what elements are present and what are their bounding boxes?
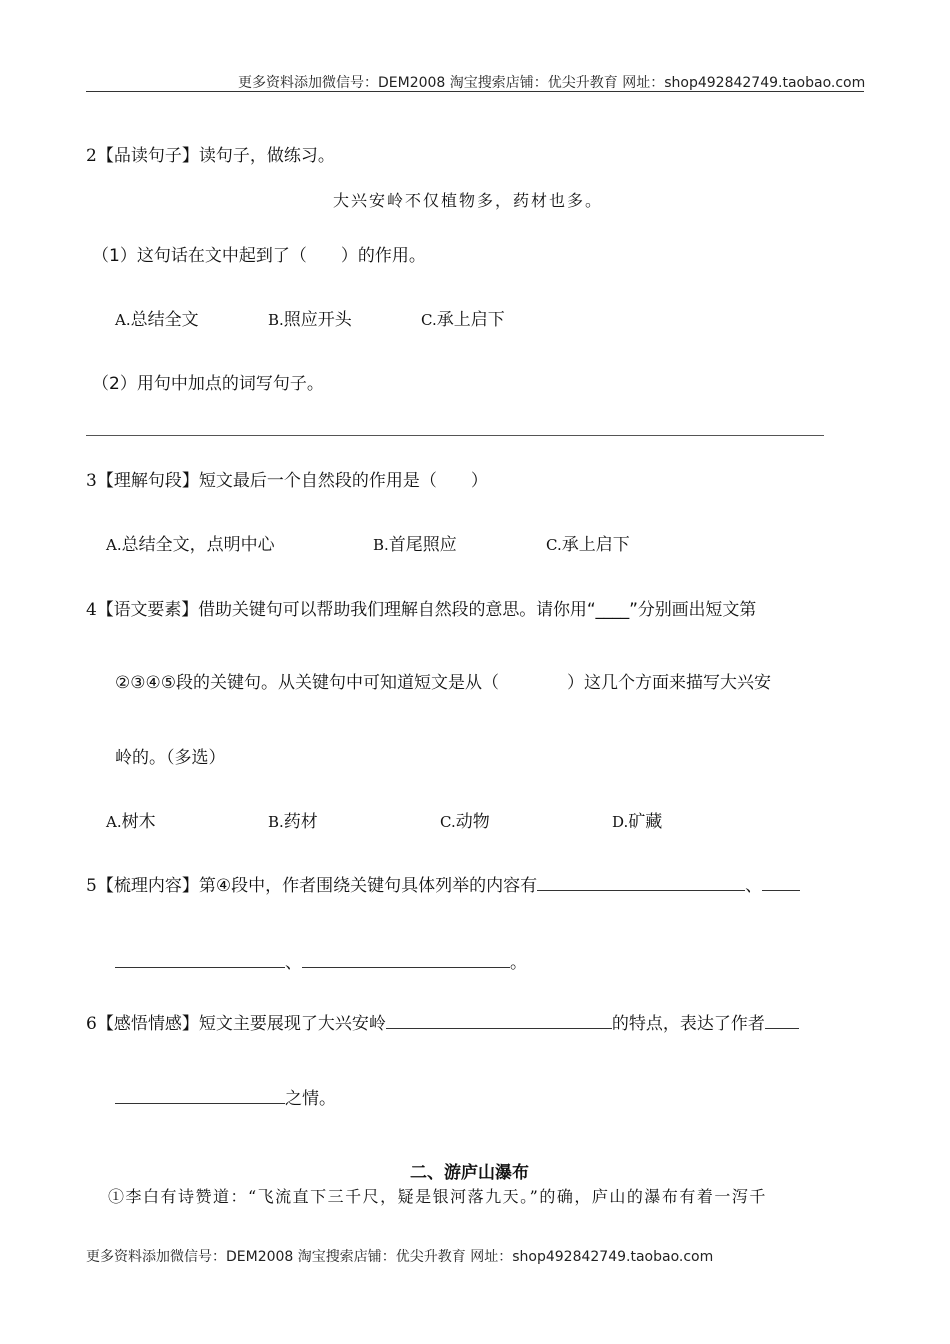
page-header: 更多资料添加微信号：DEM2008 淘宝搜索店铺：优尖升教育 网址：shop492842749.taobao.com (238, 75, 866, 91)
option-text: 总结全文 (130, 310, 199, 330)
option-letter: B. (268, 813, 284, 831)
question-title: 【感悟情感】短文主要展现了大兴安岭 (96, 1014, 386, 1034)
question-number: 4 (86, 600, 97, 620)
header-rule (86, 91, 864, 92)
option-letter: A. (106, 536, 122, 554)
option-text: 树木 (121, 812, 156, 832)
option-text: 承上启下 (561, 535, 630, 555)
option-letter: B. (268, 311, 284, 329)
question-title: 【理解句段】短文最后一个自然段的作用是（ ） (96, 471, 488, 491)
answer-blank[interactable] (115, 1087, 285, 1104)
option-a[interactable] (106, 807, 156, 832)
answer-line[interactable] (86, 435, 824, 436)
option-letter: B. (373, 536, 389, 554)
question-title: 【品读句子】读句子，做练习。 (96, 146, 335, 166)
paragraph-1: ①李白有诗赞道：“飞流直下三千尺，疑是银河落九天。”的确，庐山的瀑布有着一泻千 (108, 1187, 767, 1206)
answer-blank[interactable] (302, 951, 510, 968)
option-d[interactable] (612, 807, 662, 832)
question-6 (86, 1009, 799, 1034)
option-text: 矿藏 (628, 812, 663, 832)
option-c[interactable] (421, 305, 505, 330)
option-letter: D. (612, 813, 629, 831)
question-number: 3 (86, 471, 97, 491)
question-number: 6 (86, 1014, 97, 1034)
separator: 、 (745, 876, 763, 896)
question-6-continued (115, 1084, 336, 1109)
option-letter: C. (440, 813, 456, 831)
question-4 (86, 595, 756, 620)
option-b[interactable] (373, 530, 457, 555)
option-text: 动物 (455, 812, 490, 832)
page-footer: 更多资料添加微信号：DEM2008 淘宝搜索店铺：优尖升教育 网址：shop492842749.taobao.com (86, 1249, 714, 1265)
option-letter: C. (546, 536, 562, 554)
option-c[interactable] (546, 530, 630, 555)
option-letter: C. (421, 311, 437, 329)
answer-blank[interactable] (537, 874, 745, 891)
option-text: 承上启下 (436, 310, 505, 330)
answer-blank[interactable] (115, 951, 285, 968)
option-b[interactable] (268, 807, 318, 832)
question-5 (86, 871, 800, 896)
answer-blank[interactable] (765, 1012, 799, 1029)
answer-blank[interactable] (386, 1012, 612, 1029)
option-letter: A. (115, 311, 131, 329)
question-number: 5 (86, 876, 97, 896)
option-letter: A. (106, 813, 122, 831)
option-text: 照应开头 (283, 310, 352, 330)
question-title: 【梳理内容】第④段中，作者围绕关键句具体列举的内容有 (96, 876, 538, 896)
option-b[interactable] (268, 305, 352, 330)
quoted-sentence: 大兴安岭不仅植物多，药材也多。 (333, 191, 604, 210)
option-a[interactable] (106, 530, 275, 555)
question-line-2: ②③④⑤段的关键句。从关键句中可知道短文是从（ ）这几个方面来描写大兴安 (115, 673, 771, 693)
section-title: 二、游庐山瀑布 (410, 1163, 529, 1183)
question-3 (86, 466, 488, 491)
question-2 (86, 141, 335, 166)
question-number: 2 (86, 146, 97, 166)
question-line-3: 岭的。（多选） (115, 748, 226, 768)
sub-question-1: （1）这句话在文中起到了（ ）的作用。 (92, 246, 426, 266)
answer-blank[interactable] (762, 874, 800, 891)
question-mid: 的特点，表达了作者 (611, 1014, 765, 1034)
option-text: 药材 (283, 812, 318, 832)
end-text: 之情。 (285, 1089, 336, 1109)
end-mark: 。 (510, 953, 527, 973)
separator: 、 (285, 953, 302, 973)
option-text: 首尾照应 (388, 535, 457, 555)
option-c[interactable] (440, 807, 490, 832)
question-line-1: 【语文要素】借助关键句可以帮助我们理解自然段的意思。请你用“____”分别画出短文第 (96, 600, 757, 620)
question-5-continued (115, 948, 527, 973)
option-text: 总结全文，点明中心 (121, 535, 275, 555)
option-a[interactable] (115, 305, 199, 330)
sub-question-2: （2）用句中加点的词写句子。 (92, 374, 324, 394)
